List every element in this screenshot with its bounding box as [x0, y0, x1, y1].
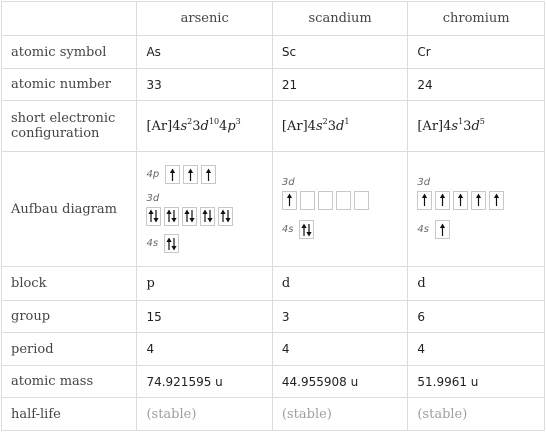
- row-period: [2, 333, 545, 366]
- row-label: atomic symbol: [2, 36, 137, 69]
- config-exp: 3: [235, 116, 241, 126]
- aufbau-chromium: [408, 152, 545, 267]
- orbital-4s: [146, 232, 262, 256]
- orbital-3d: [146, 193, 262, 226]
- header-row: [2, 2, 545, 36]
- cell-scandium: 44.955908 u: [272, 366, 407, 398]
- spin-up-arrow-icon: [167, 167, 178, 183]
- orbital-boxes: [165, 165, 219, 184]
- row-label: group: [2, 301, 137, 333]
- cell-scandium: d: [272, 267, 407, 301]
- row-group: [2, 301, 545, 333]
- orbital-label: 3d: [146, 192, 160, 204]
- config-n: 4: [219, 118, 228, 134]
- cell-chromium: 4: [408, 333, 545, 366]
- spin-up-arrow-icon: [473, 192, 484, 208]
- config-n: 3: [327, 118, 336, 134]
- spin-up-arrow-icon: [419, 192, 430, 208]
- orbital-boxes: [417, 191, 507, 210]
- orbital-boxes: [435, 220, 453, 239]
- orbital-label: 4p: [146, 169, 160, 180]
- orbital-box-paired: [200, 207, 215, 226]
- cell-scandium: 4: [272, 333, 407, 366]
- row-label: short electronic configuration: [2, 101, 137, 152]
- orbital-box-paired: [164, 234, 179, 253]
- orbital-boxes: [146, 207, 236, 226]
- row-label: period: [2, 333, 137, 366]
- aufbau-arsenic: [137, 152, 272, 267]
- cell-chromium: 6: [408, 301, 545, 333]
- config-exp: 1: [458, 116, 464, 126]
- orbital-3d: [282, 177, 398, 210]
- row-atomic-symbol: [2, 36, 545, 69]
- config-subshell: s: [451, 118, 459, 134]
- orbital-3d: [417, 177, 535, 210]
- cell-arsenic: 33: [137, 69, 272, 101]
- cell-scandium: Sc: [272, 36, 407, 69]
- orbital-box-single: [435, 220, 450, 239]
- cell-arsenic: p: [137, 267, 272, 301]
- orbital-box-single: [453, 191, 468, 210]
- orbital-box-single: [435, 191, 450, 210]
- orbital-box-single: [282, 191, 297, 210]
- cell-chromium: (stable): [408, 398, 545, 431]
- orbital-box-single: [183, 165, 198, 184]
- config-subshell: s: [180, 118, 188, 134]
- config-exp: 1: [344, 116, 350, 126]
- row-block: [2, 267, 545, 301]
- row-atomic-number: [2, 69, 545, 101]
- cell-arsenic: As: [137, 36, 272, 69]
- spin-pair-arrows-icon: [148, 208, 159, 224]
- row-label: Aufbau diagram: [2, 152, 137, 267]
- config-subshell: d: [335, 118, 345, 134]
- orbital-box-single: [489, 191, 504, 210]
- orbital-box-empty: [354, 191, 369, 210]
- cell-arsenic: 74.921595 u: [137, 366, 272, 398]
- orbital-boxes: [164, 234, 182, 253]
- config-scandium: [272, 101, 407, 152]
- config-exp: 2: [187, 116, 193, 126]
- header-arsenic: arsenic: [137, 2, 272, 36]
- config-chromium: [408, 101, 545, 152]
- header-empty: [2, 2, 137, 36]
- header-scandium: scandium: [272, 2, 407, 36]
- orbital-label: 4s: [281, 224, 294, 235]
- config-exp: 2: [322, 116, 328, 126]
- orbital-box-paired: [299, 220, 314, 239]
- cell-chromium: 24: [408, 69, 545, 101]
- cell-scandium: 21: [272, 69, 407, 101]
- orbital-label: 4s: [146, 238, 159, 249]
- config-core: [Ar]4: [417, 118, 452, 134]
- spin-up-arrow-icon: [185, 167, 196, 183]
- config-exp: 10: [208, 116, 220, 126]
- orbital-box-single: [165, 165, 180, 184]
- cell-arsenic: (stable): [137, 398, 272, 431]
- cell-chromium: d: [408, 267, 545, 301]
- row-aufbau: [2, 152, 545, 267]
- spin-up-arrow-icon: [284, 192, 295, 208]
- cell-arsenic: 4: [137, 333, 272, 366]
- row-label: block: [2, 267, 137, 301]
- orbital-box-paired: [146, 207, 161, 226]
- config-subshell: d: [200, 118, 209, 134]
- orbital-box-paired: [218, 207, 233, 226]
- orbital-label: 3d: [281, 176, 295, 188]
- spin-pair-arrows-icon: [184, 208, 195, 224]
- cell-scandium: 3: [272, 301, 407, 333]
- orbital-4p: [146, 163, 262, 187]
- orbital-4s: [417, 218, 535, 242]
- orbital-box-single: [417, 191, 432, 210]
- spin-up-arrow-icon: [437, 192, 448, 208]
- config-subshell: d: [471, 118, 480, 134]
- cell-arsenic: 15: [137, 301, 272, 333]
- orbital-box-empty: [318, 191, 333, 210]
- config-core: [Ar]4: [281, 118, 316, 134]
- config-n: 3: [192, 118, 201, 134]
- orbital-boxes: [299, 220, 317, 239]
- row-label: half-life: [2, 398, 137, 431]
- orbital-box-paired: [182, 207, 197, 226]
- cell-scandium: (stable): [272, 398, 407, 431]
- spin-pair-arrows-icon: [220, 208, 231, 224]
- spin-pair-arrows-icon: [301, 222, 312, 238]
- cell-chromium: Cr: [408, 36, 545, 69]
- spin-pair-arrows-icon: [166, 208, 177, 224]
- orbital-4s: [282, 218, 398, 242]
- row-atomic-mass: [2, 366, 545, 398]
- aufbau-scandium: [272, 152, 407, 267]
- row-electron-config: [2, 101, 545, 152]
- orbital-boxes: [282, 191, 372, 210]
- spin-up-arrow-icon: [491, 192, 502, 208]
- orbital-box-paired: [164, 207, 179, 226]
- config-exp: 5: [479, 116, 485, 126]
- spin-up-arrow-icon: [203, 167, 214, 183]
- element-comparison-table: [1, 1, 545, 431]
- cell-chromium: 51.9961 u: [408, 366, 545, 398]
- spin-pair-arrows-icon: [202, 208, 213, 224]
- config-core: [Ar]4: [146, 118, 181, 134]
- header-chromium: chromium: [408, 2, 545, 36]
- orbital-label: 3d: [417, 176, 431, 188]
- row-label: atomic number: [2, 69, 137, 101]
- row-half-life: [2, 398, 545, 431]
- orbital-box-single: [471, 191, 486, 210]
- orbital-box-single: [201, 165, 216, 184]
- config-subshell: s: [315, 118, 323, 134]
- spin-pair-arrows-icon: [166, 236, 177, 252]
- spin-up-arrow-icon: [455, 192, 466, 208]
- config-subshell: p: [227, 118, 236, 134]
- orbital-box-empty: [336, 191, 351, 210]
- orbital-box-empty: [300, 191, 315, 210]
- row-label: atomic mass: [2, 366, 137, 398]
- orbital-label: 4s: [417, 224, 429, 235]
- spin-up-arrow-icon: [437, 222, 448, 238]
- config-arsenic: [137, 101, 272, 152]
- config-n: 3: [463, 118, 472, 134]
